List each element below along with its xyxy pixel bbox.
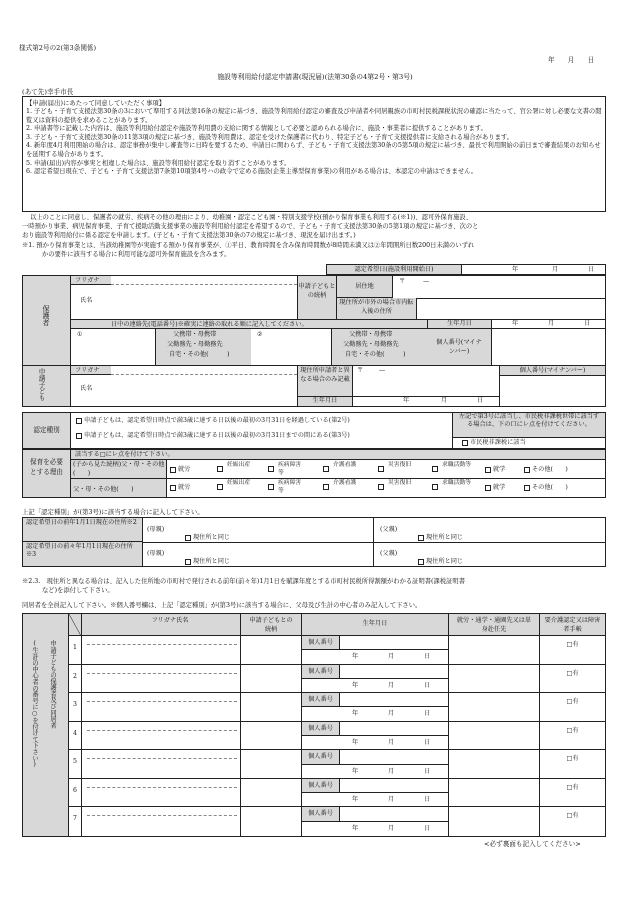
row-work-field[interactable]	[448, 636, 540, 665]
date-line	[548, 56, 594, 64]
moved-in-field[interactable]	[417, 298, 605, 319]
moved-in-label: 現住所が市外の場合市内転入後の住所	[337, 298, 417, 319]
reason-pregnancy-label: 妊娠出産	[227, 480, 251, 486]
row-work-field[interactable]	[448, 750, 540, 779]
checkbox[interactable]	[170, 485, 176, 491]
row-birthdate-field[interactable]	[302, 679, 448, 693]
row-work-field[interactable]	[448, 779, 540, 808]
name-label: 氏名	[80, 297, 93, 304]
row-relation-field[interactable]	[240, 750, 302, 779]
reason-person-1: (子から見た続柄)父・母・その他( )	[73, 461, 165, 477]
checkbox[interactable]	[217, 484, 223, 490]
ymd-month: 月	[388, 767, 395, 775]
reason-check-note: 該当する□にレ点を付けて下さい。	[71, 450, 605, 460]
reason-job-seeking-label: 求職活動等	[442, 462, 471, 468]
reason-job-seeking[interactable]	[432, 479, 472, 487]
row-number[interactable]: 5	[69, 750, 82, 779]
ymd-day: 日	[424, 796, 431, 804]
table-row	[69, 750, 605, 779]
child-personal-no-label: 個人番号(マイナンバー)	[500, 366, 605, 376]
row-work-field[interactable]	[448, 665, 540, 694]
checkbox[interactable]	[378, 466, 384, 472]
furigana-label: フリガナ	[71, 366, 111, 375]
row-work-field[interactable]	[448, 807, 540, 836]
row-number[interactable]: 4	[69, 722, 82, 751]
cert-side-note: 左記で第3号に該当し、市民税非課税世帯に該当する場合は、下の口にレ点を付けてください。	[452, 413, 605, 438]
desired-date-label: 認定希望日(施設利用開始日)	[326, 264, 462, 275]
reason-illness-label: 疾病障害等	[278, 462, 302, 477]
reason-illness[interactable]	[268, 461, 304, 477]
child-label: 申請子ども	[37, 368, 45, 401]
type3-note: 上記「認定種別」が(第3号)に該当する場合に記入して下さい。	[22, 508, 204, 516]
reason-disaster[interactable]	[378, 461, 412, 469]
reason-disaster-label: 災害復旧	[388, 480, 412, 486]
guardian-name-field[interactable]	[111, 285, 297, 319]
row-birthdate-field[interactable]	[302, 822, 448, 836]
col-care: 要介護認定又は障害者手帳	[544, 617, 601, 633]
col-work: 就労・通学・通園先又は単身赴任先	[448, 614, 540, 636]
birthdate-label: 生年月日	[297, 396, 353, 406]
page-title: 施設等利用給付認定申請書(現況届)(法第30条の4第2号・第3号)	[217, 73, 413, 81]
ymd-day: 日	[424, 653, 431, 661]
note-2: ※2.3. 現住所と異なる場合は、記入した住所地の市町村で発行される前年(前々年)1月1日を賦課年度とする市町村民税所得割額がわかる証明書(課税証明書	[22, 578, 465, 585]
row-relation-field[interactable]	[240, 779, 302, 808]
note-2-cont: など)を添付して下さい。	[42, 587, 114, 594]
table-row	[69, 807, 605, 836]
checkbox[interactable]	[323, 484, 329, 490]
row-personal-no-label: 個人番号	[302, 722, 340, 736]
checkbox[interactable]	[378, 484, 384, 490]
row-name-field[interactable]	[82, 636, 240, 665]
household-note: 同居者を全員記入して下さい。※個人番号欄は、上記「認定種別」が(第3号)に該当する場合に、父母及び生計の中心者のみ記入して下さい。	[22, 602, 422, 609]
ymd-day: 日	[588, 266, 595, 273]
father-same-address[interactable]	[418, 534, 463, 542]
contact-type-option: 父携帯・母携帯	[349, 331, 393, 338]
guardian-birthdate-field[interactable]	[492, 319, 605, 329]
row-birthdate-field[interactable]	[302, 765, 448, 779]
ymd-month: 月	[388, 710, 395, 718]
row-relation-field[interactable]	[240, 693, 302, 722]
reason-label: 保育を必要とする理由	[23, 450, 71, 497]
row-care-option[interactable]: □有	[566, 669, 579, 677]
checkbox[interactable]	[462, 440, 468, 446]
row-name-field[interactable]	[82, 722, 240, 751]
ymd-month: 月	[388, 681, 395, 689]
mother-label: (母親)	[147, 526, 165, 533]
reason-other[interactable]	[524, 484, 568, 492]
row-personal-no-field[interactable]	[340, 722, 448, 736]
mother-label: (母親)	[147, 550, 165, 557]
address-field[interactable]	[393, 276, 605, 298]
household-side-label-2: 申請子どもの保護者及び同居者	[49, 640, 57, 729]
reason-pregnancy[interactable]	[217, 461, 253, 469]
address-label: 居住地	[337, 276, 393, 298]
reason-care-label: 介護看護	[333, 462, 357, 468]
checkbox[interactable]	[185, 535, 191, 541]
checkbox[interactable]	[323, 466, 329, 472]
reason-study-label: 就学	[493, 484, 506, 491]
reason-study[interactable]	[485, 466, 505, 474]
contact-2-number: ②	[257, 331, 263, 338]
row-name-field[interactable]	[82, 693, 240, 722]
reason-work-label: 就労	[178, 484, 191, 491]
cert-option-2[interactable]	[76, 417, 350, 425]
addressee: (あて先)幸手市長	[22, 88, 74, 96]
address-history-row-1-label: 認定希望日の前年1月1日現在の住所※2	[23, 518, 143, 542]
row-personal-no-label: 個人番号	[302, 779, 340, 793]
row-relation-field[interactable]	[240, 665, 302, 694]
row-care-option[interactable]: □有	[566, 783, 579, 791]
checkbox[interactable]	[76, 433, 82, 439]
desired-date-field[interactable]	[461, 264, 606, 275]
table-row	[69, 636, 605, 665]
table-row	[69, 722, 605, 751]
declaration-line: おり施設等利用給付に係る認定を申請します。(子ども・子育て支援法第30条の7の規定に基づき、現況を届け出ます。)	[22, 232, 356, 239]
consent-item: 2. 申請書等に記載した内容は、施設等利用給付認定や施設等利用費の支給に関する情報として必要と認められる場合に、施設・事業者に提供することがあります。	[26, 125, 487, 133]
same-address-label: 現住所と同じ	[426, 558, 464, 565]
child-label-cell	[23, 366, 71, 406]
current-address-label: 現住所申請者と異なる場合のみ記載	[297, 366, 353, 396]
row-relation-field[interactable]	[240, 636, 302, 665]
checkbox[interactable]	[170, 467, 176, 473]
reason-person-2: 父・母・その他( )	[73, 486, 134, 493]
row-number[interactable]: 6	[69, 779, 82, 808]
ymd-day: 日	[424, 710, 431, 718]
checkbox[interactable]	[268, 484, 274, 490]
father-same-address[interactable]	[418, 558, 463, 566]
row-relation-field[interactable]	[240, 807, 302, 836]
guardian-personal-no-field[interactable]	[492, 329, 605, 365]
contact-note: 日中の連絡先(電話番号)※確実に連絡の取れる順に記入してください。	[71, 319, 427, 329]
ymd-year: 年	[352, 767, 359, 775]
address-history-mid	[373, 518, 374, 566]
reason-job-seeking-label: 求職活動等	[442, 480, 471, 486]
row-care-option[interactable]: □有	[566, 726, 579, 734]
checkbox[interactable]	[268, 466, 274, 472]
ymd-month: 月	[388, 796, 395, 804]
postal-mark: 〒	[357, 367, 364, 374]
row-personal-no-label: 個人番号	[302, 636, 340, 650]
row-care-option[interactable]: □有	[566, 812, 579, 820]
consent-item: 4. 新年度4月利用開始の場合は、認定事務が集中し審査等に日時を要するため、申請日に関わらず、子ども・子育て支援法第30条の5第5項の規定に基づき、最長で利用開始の前日まで審査結果のお知らせを延期する場合があります。	[26, 142, 601, 158]
name-label: 氏名	[80, 385, 93, 392]
checkbox[interactable]	[524, 485, 530, 491]
ymd-year: 年	[352, 681, 359, 689]
child-furigana-field[interactable]	[111, 366, 297, 375]
ymd-year: 年	[352, 824, 359, 832]
contact-1-number: ①	[77, 331, 83, 338]
reason-other-label: その他( )	[532, 484, 568, 491]
ymd-month: 月	[388, 824, 395, 832]
row-name-field[interactable]	[82, 779, 240, 808]
reason-other[interactable]	[524, 466, 568, 474]
row-work-field[interactable]	[448, 722, 540, 751]
contact-2-field[interactable]	[251, 329, 427, 365]
reason-care-label: 介護看護	[333, 480, 357, 486]
row-personal-no-field[interactable]	[340, 665, 448, 679]
same-address-label: 現住所と同じ	[193, 558, 231, 565]
date-day: 日	[587, 56, 595, 64]
ymd-day: 日	[424, 681, 431, 689]
tax-exempt-check[interactable]	[462, 439, 526, 447]
row-name-field[interactable]	[82, 750, 240, 779]
note-1-cont: かの要件に該当する場合に利用可能な認可外保育施設を含みます。	[42, 251, 231, 258]
reason-illness-label: 疾病障害等	[278, 480, 302, 495]
ymd-year: 年	[352, 738, 359, 746]
mother-same-address[interactable]	[185, 534, 230, 542]
ymd-day: 日	[424, 738, 431, 746]
row-number[interactable]: 7	[69, 807, 82, 836]
father-label: (父親)	[380, 550, 398, 557]
checkbox[interactable]	[418, 559, 424, 565]
personal-no-label: 個人番号(マイナンバー)	[427, 329, 492, 365]
reason-study-label: 就学	[493, 466, 506, 473]
child-birthdate-field[interactable]	[353, 396, 500, 406]
ymd-year: 年	[512, 320, 519, 327]
declaration-line: 以上のことに同意し、保護者の就労、疾病その他の理由により、幼稚園・認定こども園・特別支援学校(預かり保育事業も利用する(※1))、認可外保育施設、	[30, 214, 473, 221]
contact-type-option: 父携帯・母携帯	[173, 331, 217, 338]
row-name-field[interactable]	[82, 665, 240, 694]
reason-other-label: その他( )	[532, 466, 568, 473]
reason-work[interactable]	[170, 484, 190, 492]
col-name: フリガナ氏名	[151, 617, 189, 624]
date-month: 月	[567, 56, 575, 64]
row-birthdate-field[interactable]	[302, 736, 448, 750]
tax-exempt-label: 市民税非課税に該当	[470, 439, 526, 446]
relation-label: 申請子どもとの続柄	[297, 276, 337, 319]
row-personal-no-label: 個人番号	[302, 750, 340, 764]
reason-pregnancy-label: 妊娠出産	[227, 462, 251, 468]
header-diagonal	[69, 614, 82, 636]
ymd-year: 年	[352, 710, 359, 718]
reason-work-label: 就労	[178, 466, 191, 473]
ymd-month: 月	[548, 320, 555, 327]
ymd-day: 日	[477, 397, 484, 404]
checkbox[interactable]	[432, 466, 438, 472]
ymd-year: 年	[352, 796, 359, 804]
row-personal-no-field[interactable]	[340, 807, 448, 821]
mother-same-address[interactable]	[185, 558, 230, 566]
birthdate-label: 生年月日	[427, 319, 492, 329]
row-care-option[interactable]: □有	[566, 698, 579, 706]
row-relation-field[interactable]	[240, 722, 302, 751]
declaration-line: 一時預かり事業、病児保育事業、子育て援助活動支援事業の施設等利用給付認定を希望するので、子ども・子育て支援法第30条の5第1項の規定に基づき、次のと	[22, 223, 479, 230]
row-personal-no-field[interactable]	[340, 750, 448, 764]
table-row	[69, 665, 605, 694]
reason-care[interactable]	[323, 479, 357, 487]
col-birth: 生年月日	[362, 620, 388, 627]
reason-illness[interactable]	[268, 479, 304, 495]
father-label: (父親)	[380, 526, 398, 533]
row-care-option[interactable]: □有	[566, 641, 579, 648]
row-personal-no-field[interactable]	[340, 779, 448, 793]
address-history-divider	[143, 542, 605, 543]
ymd-day: 日	[424, 767, 431, 775]
consent-item: 5. 申請(届出)内容が事実と相違した場合は、施設等利用給付認定を取り消すことがあります。	[26, 159, 291, 167]
child-address-field[interactable]	[353, 366, 500, 396]
row-care-option[interactable]: □有	[566, 755, 579, 763]
ymd-day: 日	[424, 824, 431, 832]
row-birthdate-field[interactable]	[302, 707, 448, 721]
row-personal-no-field[interactable]	[340, 693, 448, 707]
reason-disaster[interactable]	[378, 479, 412, 487]
postal-mark: 〒	[399, 278, 406, 285]
ymd-day: 日	[584, 320, 591, 327]
same-address-label: 現住所と同じ	[193, 534, 231, 541]
date-year: 年	[548, 56, 555, 64]
furigana-label: フリガナ	[71, 276, 111, 285]
cert-type-label: 認定種別	[23, 413, 71, 448]
checkbox[interactable]	[217, 466, 223, 472]
reason-pregnancy[interactable]	[217, 479, 253, 487]
household-side-label: (生計の中心者の番号に○を付けて下さい)	[31, 640, 39, 769]
checkbox[interactable]	[524, 467, 530, 473]
row-number[interactable]: 2	[69, 665, 82, 694]
reason-work[interactable]	[170, 466, 190, 474]
ymd-month: 月	[441, 397, 448, 404]
guardian-label: 保護者	[41, 305, 50, 326]
ymd-year: 年	[352, 653, 359, 661]
footer-note: <必ず裏面も記入してください>	[484, 840, 581, 848]
cert-option-3[interactable]	[76, 432, 350, 440]
reason-care[interactable]	[323, 461, 357, 469]
table-row	[69, 693, 605, 722]
consent-item: 3. 子ども・子育て支援法第30条の11第3項の規定に基づき、施設等利用費は、認定を受けた保護者に代わり、特定子ども・子育て支援提供者に支給される場合があります。	[26, 133, 513, 141]
table-row	[69, 779, 605, 808]
checkbox[interactable]	[485, 467, 491, 473]
reason-job-seeking[interactable]	[432, 461, 472, 469]
row-personal-no-field[interactable]	[340, 636, 448, 650]
contact-type-option: 自宅・その他( )	[345, 351, 406, 358]
address-history-row-2-label: 認定希望日の前々年1月1日現在の住所※3	[23, 542, 143, 566]
reason-study[interactable]	[485, 484, 505, 492]
row-personal-no-label: 個人番号	[302, 693, 340, 707]
checkbox[interactable]	[485, 485, 491, 491]
checkbox[interactable]	[76, 418, 82, 424]
contact-type-option: 父勤務先・母勤務先	[343, 341, 399, 348]
row-birthdate-field[interactable]	[302, 650, 448, 664]
row-number[interactable]: 3	[69, 693, 82, 722]
consent-box	[22, 96, 606, 212]
checkbox[interactable]	[432, 484, 438, 490]
side-divider	[452, 438, 453, 448]
row-name-field[interactable]	[82, 807, 240, 836]
row-work-field[interactable]	[448, 693, 540, 722]
col-relation: 申請子どもとの続柄	[240, 614, 302, 636]
ymd-year: 年	[403, 397, 410, 404]
postal-dash: —	[379, 367, 386, 374]
contact-type-option: 自宅・その他( )	[169, 351, 230, 358]
consent-item: 1. 子ども・子育て支援法第30条の3において準用する同法第16条の規定に基づき、施設等利用給付認定の審査及び申請者や同居親族の市町村民税課税状況の確認に当たって、官公署に対し必要な文書の閲覧又は資料の提供を求めることがあります。	[26, 108, 602, 124]
contact-type-option: 父勤務先・母勤務先	[167, 341, 223, 348]
postal-dash: —	[423, 278, 430, 285]
cert-option-3-label: 申請子どもは、認定希望日時点で満3歳に達する日以後の最初の3月31日までの間にある(第3号)	[84, 432, 350, 439]
form-code: 様式第2号の2(第3条関係)	[19, 44, 97, 52]
ymd-month: 月	[388, 653, 395, 661]
ymd-month: 月	[388, 738, 395, 746]
checkbox[interactable]	[185, 559, 191, 565]
row-personal-no-label: 個人番号	[302, 665, 340, 679]
child-personal-no-field[interactable]	[500, 376, 605, 406]
contact-1-field[interactable]	[71, 329, 251, 365]
ymd-year: 年	[512, 266, 519, 273]
row-personal-no-label: 個人番号	[302, 807, 340, 821]
row-number[interactable]: 1	[69, 636, 82, 665]
reason-disaster-label: 災害復旧	[388, 462, 412, 468]
ymd-month: 月	[552, 266, 559, 273]
note-1: ※1. 預かり保育事業とは、当該幼稚園等が実施する預かり保育事業が、①平日、教育時間を含み保育時間数が8時間未満又は②年間開所日数200日未満のいずれ	[22, 242, 475, 249]
cert-option-2-label: 申請子どもは、認定希望日時点で満3歳に達する日以後の最初の3月31日を経過している(第2号)	[84, 417, 350, 424]
checkbox[interactable]	[418, 535, 424, 541]
consent-heading: 【申請(届出)にあたって同意していただく事項】	[26, 99, 166, 107]
child-name-field[interactable]	[111, 375, 297, 406]
same-address-label: 現住所と同じ	[426, 534, 464, 541]
guardian-furigana-field[interactable]	[111, 276, 297, 285]
consent-item: 6. 認定希望日現在で、子ども・子育て支援法第7条第10項第4号ハの政令で定める施設(企業主導型保育事業)の利用がある場合は、本認定の申請はできません。	[26, 168, 478, 176]
row-birthdate-field[interactable]	[302, 793, 448, 807]
